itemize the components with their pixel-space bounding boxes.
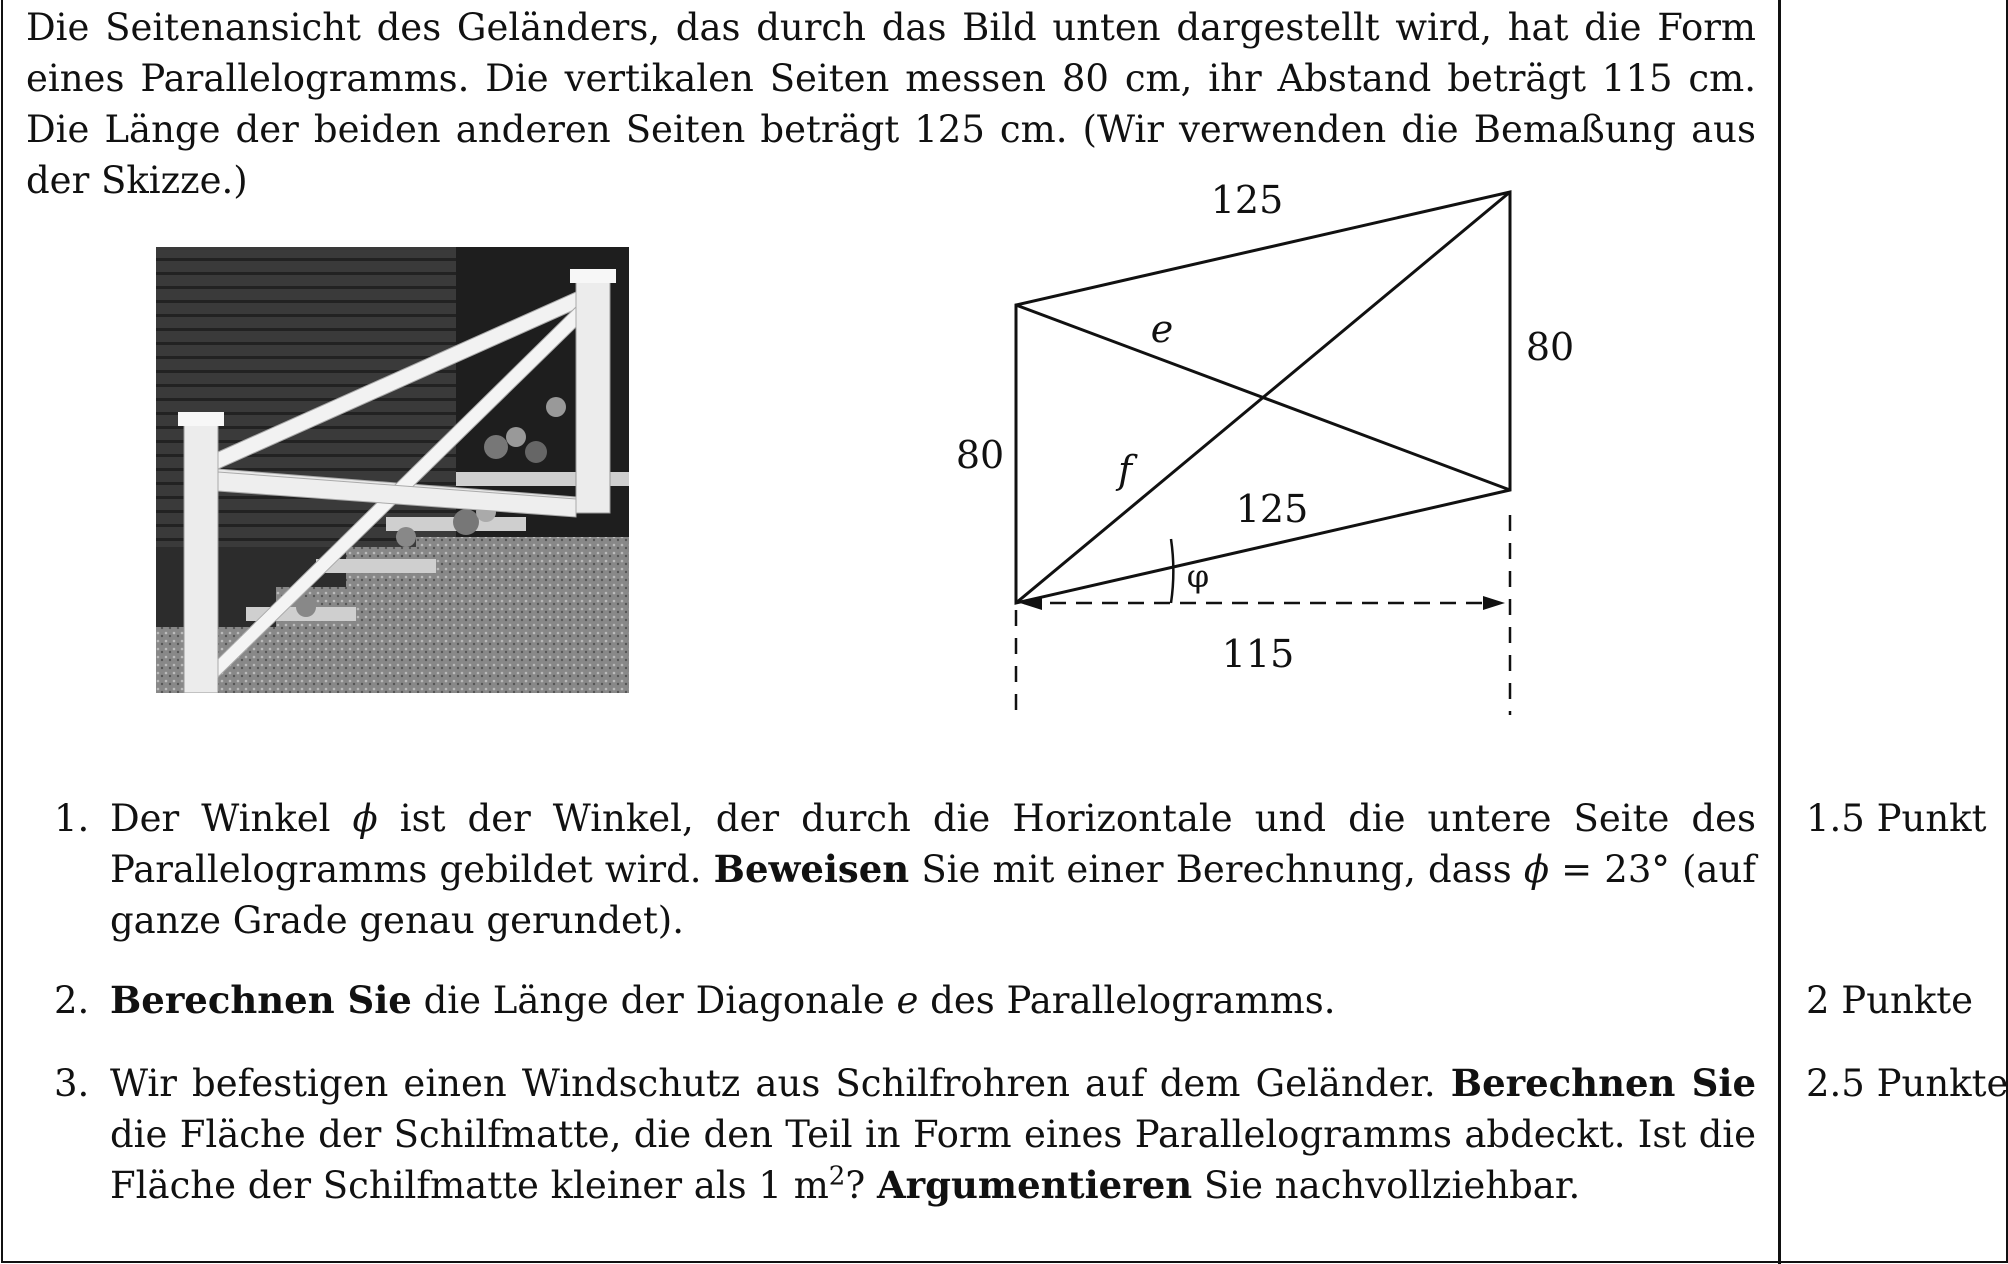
superscript: 2 (828, 1161, 846, 1192)
task-2 (26, 975, 1756, 1026)
task-text: Wir befestigen einen Windschutz aus Schilfrohren auf dem Geländer. Berechnen Sie die Fläche der Schilfmatte, die den Teil in Form eines Parallelogramms abdeckt. Ist die Fläche der Schilfmatte kleiner als 1 $m^2$? Argumentieren Sie nachvollziehbar. (110, 1061, 1756, 1207)
task-2-points: 2 Punkte (1806, 979, 1974, 1022)
points-column-divider (1778, 0, 1781, 1264)
keyword-bold: Argumentieren (876, 1163, 1193, 1207)
symbol-phi: ϕ (1523, 848, 1550, 891)
keyword-bold: Berechnen Sie (110, 978, 412, 1022)
label-diagonal-f: f (1117, 448, 1133, 492)
label-top-side: 125 (1210, 178, 1284, 222)
task-3-points: 2.5 Punkte (1806, 1062, 2008, 1105)
label-diagonal-e: e (1150, 307, 1174, 351)
task-1 (26, 793, 1756, 946)
task-text: Berechnen Sie die Länge der Diagonale e des Parallelogramms. (110, 978, 1336, 1022)
intro-text: Die Seitenansicht des Geländers, das durch das Bild unten dargestellt wird, hat die Form eines Parallelogramms. Die vertikalen Seiten messen 80 cm, ihr Abstand beträgt 115 cm. Die Länge der beiden anderen Seiten beträgt 125 cm. (Wir verwenden die Bemaßung aus der Skizze.) (26, 6, 1756, 202)
label-angle: φ (1186, 557, 1210, 595)
task-1-points: 1.5 Punkt (1806, 797, 1987, 840)
task-3 (26, 1058, 1756, 1211)
railing-photo (156, 247, 629, 693)
label-width-dim: 115 (1221, 632, 1295, 676)
symbol-e: e (896, 979, 919, 1022)
task-number: 2. (54, 979, 90, 1022)
task-number: 1. (54, 797, 90, 840)
parallelogram-sketch (940, 170, 1580, 730)
label-right-side: 80 (1525, 325, 1575, 369)
keyword-bold: Berechnen Sie (1450, 1061, 1756, 1105)
task-number: 3. (54, 1062, 90, 1105)
label-bottom-side: 125 (1235, 487, 1309, 531)
symbol-phi: ϕ (352, 797, 378, 840)
task-text: Der Winkel ϕ ist der Winkel, der durch die Horizontale und die untere Seite des Parallelogramms gebildet wird. Beweisen Sie mit einer Berechnung, dass ϕ = 23° (auf ganze Grade genau gerundet). (110, 797, 1757, 942)
keyword-bold: Beweisen (713, 847, 910, 891)
label-left-side: 80 (955, 433, 1005, 477)
